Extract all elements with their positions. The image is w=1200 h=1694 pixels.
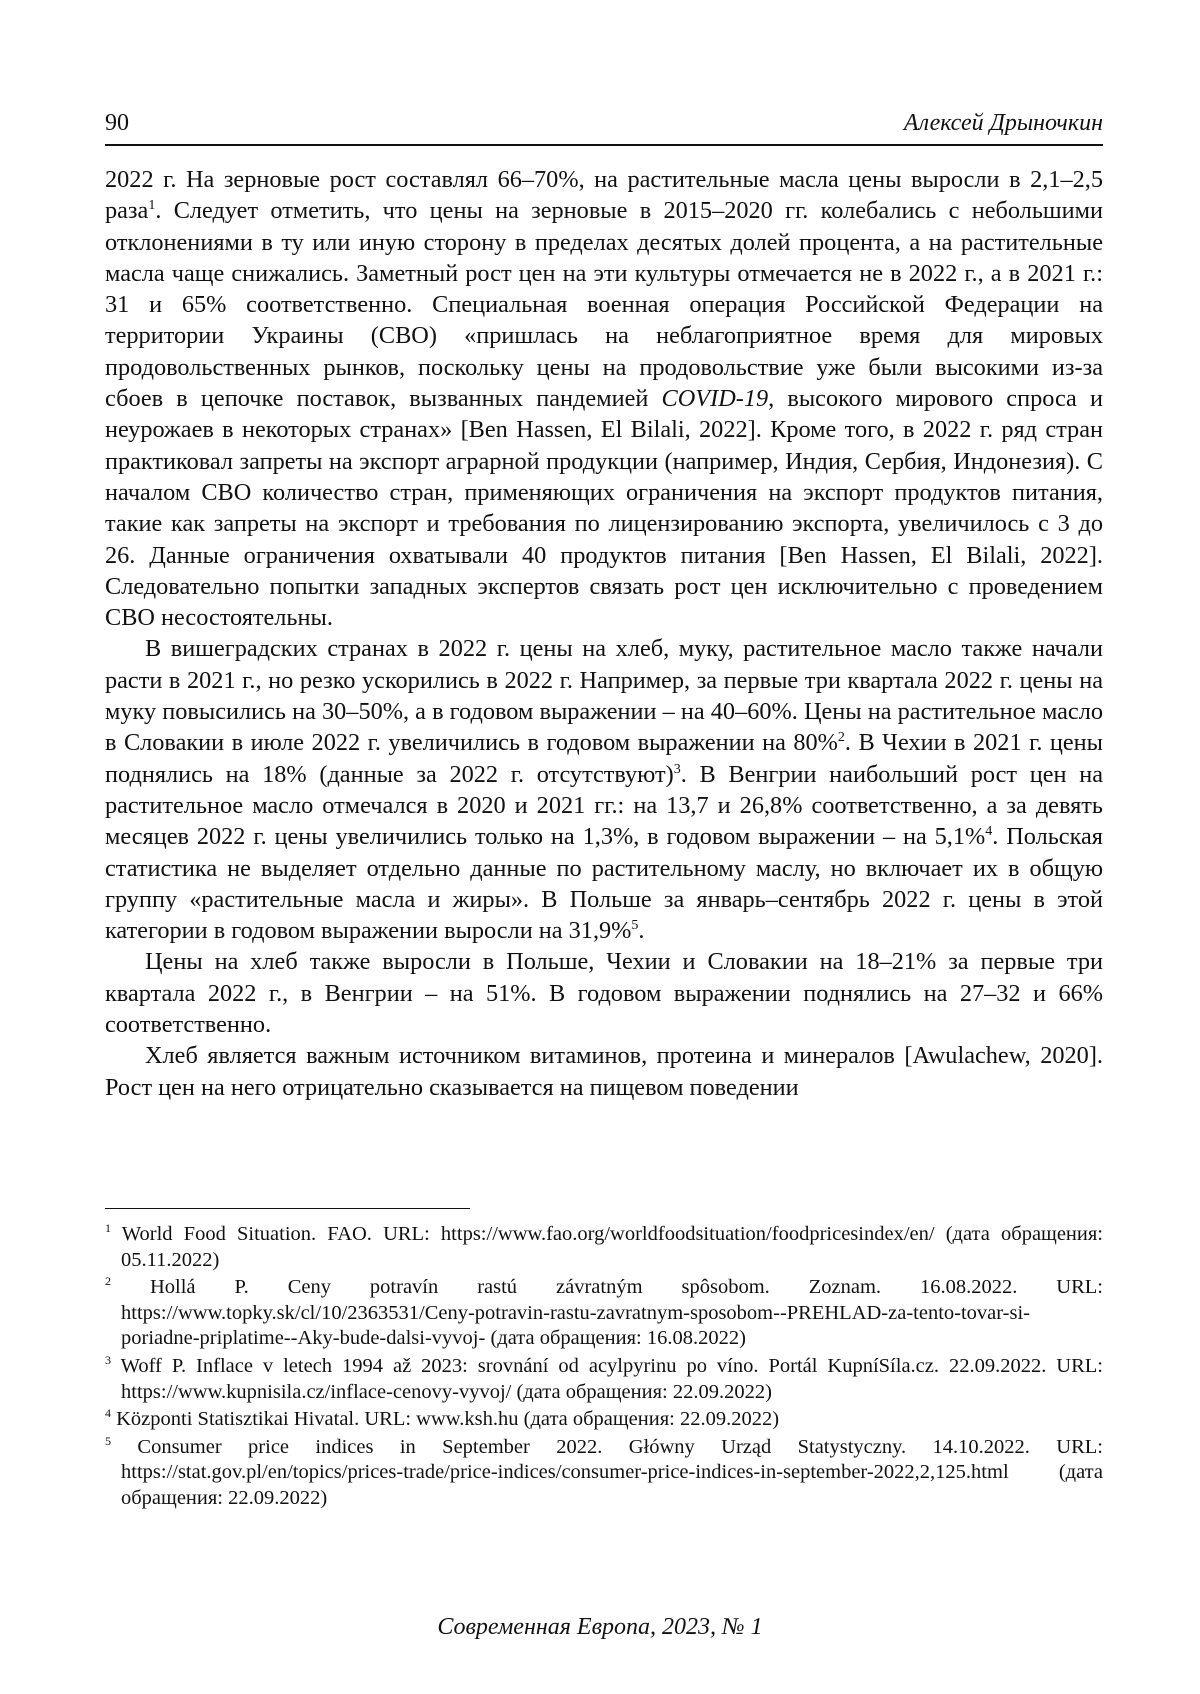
body-text bbox=[105, 164, 1103, 1103]
footnote-3 bbox=[105, 1354, 1103, 1405]
paragraph-2-text-e: . bbox=[638, 917, 645, 945]
paragraph-2-text-c: . В Венгрии наибольший рост цен на растительное масло отмечался в 2020 и 2021 гг.: на 13,7 и 26,8% соответственно, а за девять месяцев 2022 г. цены увеличились только на 1,3%, в годовом выражении – на 5,1% bbox=[105, 760, 1103, 851]
journal-footer: Современная Европа, 2023, № 1 bbox=[437, 1614, 763, 1640]
page-number: 90 bbox=[105, 110, 129, 136]
footnote-ref-3[interactable]: 3 bbox=[673, 761, 681, 777]
paragraph-1-text-a: 2022 г. На зерновые рост составлял 66–70%, на растительные масла цены выросли в 2,1–2,5 раза bbox=[105, 166, 1103, 225]
footnote-number: 1 bbox=[105, 1221, 111, 1236]
footnotes bbox=[105, 1222, 1103, 1514]
footnote-ref-2[interactable]: 2 bbox=[837, 730, 845, 746]
footnote-text: Woff P. Inflace v letech 1994 až 2023: srovnání od acylpyrinu po víno. Portál KupníSíla.cz. 22.09.2022. URL: https://www.kupnisila.cz/inflace-cenovy-vyvoj/ (дата обращения: 22.09.2022) bbox=[120, 1354, 1103, 1403]
footnote-5 bbox=[105, 1435, 1103, 1512]
footnote-2 bbox=[105, 1275, 1103, 1352]
footnote-text: Központi Statisztikai Hivatal. URL: www.ksh.hu (дата обращения: 22.09.2022) bbox=[116, 1408, 780, 1431]
paragraph-2-text-a: В вишеградских странах в 2022 г. цены на хлеб, муку, растительное масло также начали расти в 2021 г., но резко ускорились в 2022 г. Например, за первые три квартала 2022 г. цены на муку повысились на 30–50%, а в годовом выражении – на 40–60%. Цены на растительное масло в Словакии в июле 2022 г. увеличились в годовом выражении на 80% bbox=[105, 635, 1103, 757]
footnote-ref-4[interactable]: 4 bbox=[985, 824, 993, 840]
footnote-ref-5[interactable]: 5 bbox=[631, 918, 639, 934]
paragraph-1 bbox=[105, 164, 1103, 633]
footnote-text: Hollá P. Ceny potravín rastú závratným spôsobom. Zoznam. 16.08.2022. URL: https://www.topky.sk/cl/10/2363531/Ceny-potravin-rastu-zavratnym-sposobom--PREHLAD-za-tento-tovar-si-poriadne-priplatime--Aky-bude-dalsi-vyvoj- (дата обращения: 16.08.2022) bbox=[121, 1276, 1104, 1350]
paragraph-4: Хлеб является важным источником витаминов, протеина и минералов [Awulachew, 2020]. Рост цен на него отрицательно сказывается на пищевом поведении bbox=[105, 1042, 1103, 1101]
paragraph-2-text-d: . Польская статистика не выделяет отдельно данные по растительному маслу, но включает их в общую группу «растительные масла и жиры». В Польше за январь–сентябрь 2022 г. цены в этой категории в годовом выражении выросли на 31,9% bbox=[105, 823, 1103, 945]
footnote-ref-1[interactable]: 1 bbox=[148, 198, 156, 214]
paragraph-3: Цены на хлеб также выросли в Польше, Чехии и Словакии на 18–21% за первые три квартала 2022 г., в Венгрии – на 51%. В годовом выражении поднялись на 27–32 и 66% соответственно. bbox=[105, 948, 1103, 1039]
footnote-text: Consumer price indices in September 2022. Główny Urząd Statystyczny. 14.10.2022. URL: https://stat.gov.pl/en/topics/prices-trade/price-indices/consumer-price-indices-in-september-2022,2,125.html (дата обращения: 22.09.2022) bbox=[121, 1435, 1104, 1509]
footnote-number: 2 bbox=[105, 1274, 111, 1289]
paragraph-2-text-b: . В Чехии в 2021 г. цены поднялись на 18% (данные за 2022 г. отсутствуют) bbox=[105, 729, 1103, 788]
paragraph-1-text-c: , высокого мирового спроса и неурожаев в некоторых странах» [Ben Hassen, El Bilali, 2022]. Кроме того, в 2022 г. ряд стран практиковал запреты на экспорт аграрной продукции (например, Индия, Сербия, Индонезия). С началом СВО количество стран, применяющих ограничения на экспорт продуктов питания, такие как запреты на экспорт и требования по лицензированию экспорта, увеличилось с 3 до 26. Данные ограничения охватывали 40 продуктов питания [Ben Hassen, El Bilali, 2022]. Следовательно попытки западных экспертов связать рост цен исключительно с проведением СВО несостоятельны. bbox=[105, 385, 1103, 632]
paragraph-1-text-b: . Следует отметить, что цены на зерновые в 2015–2020 гг. колебались с небольшими отклонениями в ту или иную сторону в пределах десятых долей процента, а на растительные масла чаще снижались. Заметный рост цен на эти культуры отмечается не в 2022 г., а в 2021 г.: 31 и 65% соответственно. Специальная военная операция Российской Федерации на территории Украины (СВО) «пришлась на неблагоприятное время для мировых продовольственных рынков, поскольку цены на продовольствие уже были высокими из-за сбоев в цепочке поставок, вызванных пандемией bbox=[105, 197, 1103, 413]
footnote-divider bbox=[105, 1208, 470, 1209]
footnote-number: 3 bbox=[105, 1353, 111, 1368]
paragraph-2 bbox=[105, 633, 1103, 946]
italic-term: COVID-19 bbox=[661, 385, 769, 413]
footnote-number: 4 bbox=[105, 1406, 111, 1421]
page-header bbox=[105, 110, 1103, 146]
footnote-1 bbox=[105, 1222, 1103, 1273]
footnote-text: World Food Situation. FAO. URL: https://www.fao.org/worldfoodsituation/foodpricesindex/en/ (дата обращения: 05.11.2022) bbox=[121, 1223, 1103, 1271]
footnote-4 bbox=[105, 1407, 1103, 1433]
footnote-number: 5 bbox=[105, 1433, 111, 1448]
running-head-author: Алексей Дрыночкин bbox=[903, 110, 1103, 136]
